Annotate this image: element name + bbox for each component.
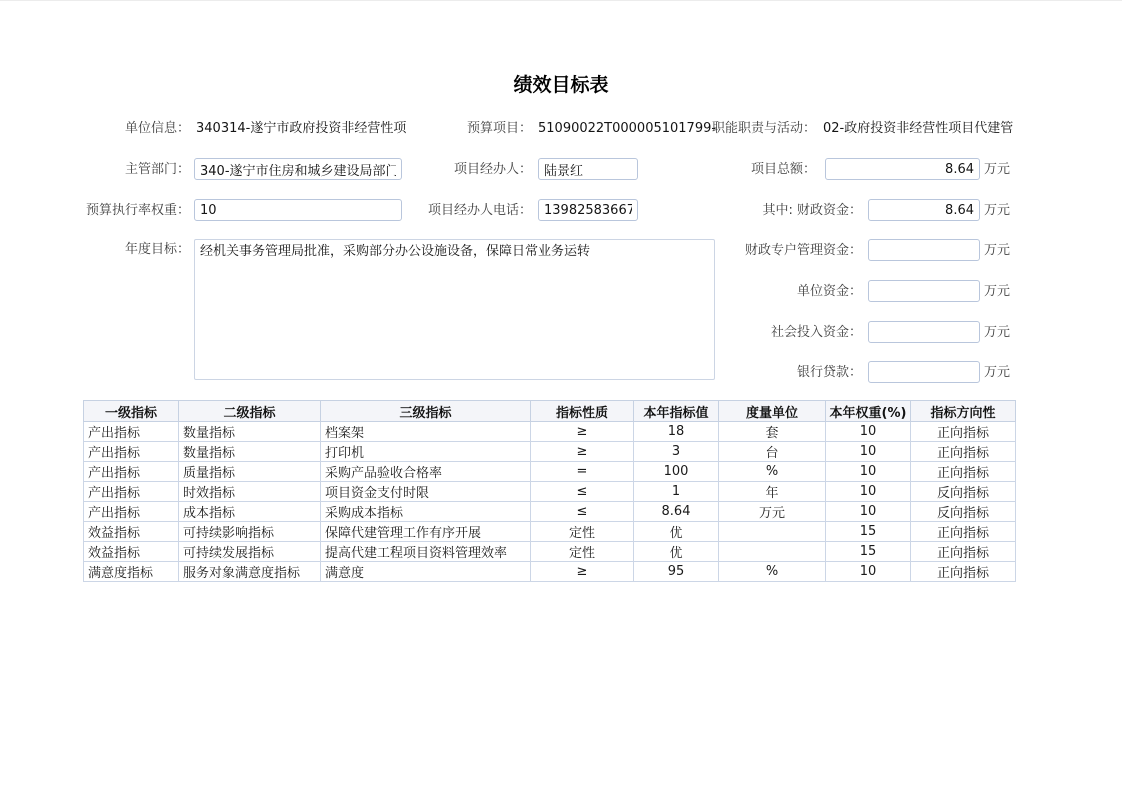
- column-header: 一级指标: [84, 401, 179, 422]
- table-cell: 套: [719, 422, 826, 442]
- table-cell: 服务对象满意度指标: [179, 562, 321, 582]
- column-header: 本年指标值: [634, 401, 719, 422]
- project-handler-input[interactable]: [538, 158, 638, 180]
- table-cell: 效益指标: [84, 542, 179, 562]
- table-cell: 3: [634, 442, 719, 462]
- table-cell: 数量指标: [179, 422, 321, 442]
- budget-project-value: 51090022T000005101799-: [538, 121, 717, 136]
- social-fund-input[interactable]: [868, 321, 980, 343]
- column-header: 本年权重(%): [826, 401, 911, 422]
- table-cell: 产出指标: [84, 442, 179, 462]
- table-cell: 正向指标: [911, 522, 1016, 542]
- table-cell: 万元: [719, 502, 826, 522]
- table-cell: 15: [826, 522, 911, 542]
- table-body: [84, 422, 1016, 582]
- table-row: [84, 442, 1016, 462]
- table-cell: 定性: [531, 522, 634, 542]
- fiscal-fund-label: 其中: 财政资金：: [762, 203, 862, 218]
- table-cell: 优: [634, 542, 719, 562]
- table-cell: 正向指标: [911, 462, 1016, 482]
- table-row: [84, 462, 1016, 482]
- project-total-input[interactable]: [825, 158, 980, 180]
- table-cell: 正向指标: [911, 542, 1016, 562]
- table-cell: 产出指标: [84, 462, 179, 482]
- table-cell: 正向指标: [911, 442, 1016, 462]
- table-cell: 10: [826, 562, 911, 582]
- table-cell: 时效指标: [179, 482, 321, 502]
- table-cell: 10: [826, 462, 911, 482]
- table-cell: ≥: [531, 422, 634, 442]
- project-total-label: 项目总额：: [750, 162, 816, 177]
- budget-project-label: 预算项目：: [466, 121, 532, 136]
- table-cell: 成本指标: [179, 502, 321, 522]
- table-cell: 反向指标: [911, 502, 1016, 522]
- table-cell: 优: [634, 522, 719, 542]
- table-cell: 效益指标: [84, 522, 179, 542]
- dept-label: 主管部门：: [124, 162, 190, 177]
- bank-loan-label: 银行贷款：: [796, 365, 862, 380]
- table-cell: 95: [634, 562, 719, 582]
- special-account-fund-label: 财政专户管理资金：: [744, 243, 862, 258]
- table-cell: 产出指标: [84, 422, 179, 442]
- table-cell: 打印机: [321, 442, 531, 462]
- table-cell: 产出指标: [84, 482, 179, 502]
- table-row: [84, 482, 1016, 502]
- table-header-row: [84, 401, 1016, 422]
- table-cell: 定性: [531, 542, 634, 562]
- unit-info-value: 340314-遂宁市政府投资非经营性项: [196, 121, 407, 136]
- table-row: [84, 562, 1016, 582]
- handler-phone-label: 项目经办人电话：: [427, 203, 532, 218]
- table-cell: 数量指标: [179, 442, 321, 462]
- table-cell: 10: [826, 442, 911, 462]
- table-cell: ≤: [531, 502, 634, 522]
- special-account-fund-unit: 万元: [984, 243, 1011, 258]
- table-row: [84, 502, 1016, 522]
- page-title: 绩效目标表: [513, 74, 609, 96]
- table-cell: ≥: [531, 562, 634, 582]
- table-cell: 年: [719, 482, 826, 502]
- table-cell: =: [531, 462, 634, 482]
- table-cell: 提高代建工程项目资料管理效率: [321, 542, 531, 562]
- budget-exec-weight-input[interactable]: [194, 199, 402, 221]
- table-cell: 10: [826, 482, 911, 502]
- unit-fund-input[interactable]: [868, 280, 980, 302]
- table-cell: 1: [634, 482, 719, 502]
- table-cell: 可持续影响指标: [179, 522, 321, 542]
- annual-target-label: 年度目标：: [124, 242, 190, 257]
- table-cell: 产出指标: [84, 502, 179, 522]
- project-total-unit: 万元: [984, 162, 1011, 177]
- handler-phone-input[interactable]: [538, 199, 638, 221]
- table-cell: 15: [826, 542, 911, 562]
- table-row: [84, 422, 1016, 442]
- function-duty-value: 02-政府投资非经营性项目代建管: [823, 121, 1014, 136]
- table-cell: 采购产品验收合格率: [321, 462, 531, 482]
- table-cell: 8.64: [634, 502, 719, 522]
- social-fund-unit: 万元: [984, 325, 1011, 340]
- unit-fund-label: 单位资金：: [796, 284, 862, 299]
- table-cell: 质量指标: [179, 462, 321, 482]
- social-fund-label: 社会投入资金：: [770, 325, 862, 340]
- table-row: [84, 542, 1016, 562]
- column-header: 二级指标: [179, 401, 321, 422]
- special-account-fund-input[interactable]: [868, 239, 980, 261]
- column-header: 指标方向性: [911, 401, 1016, 422]
- table-cell: 可持续发展指标: [179, 542, 321, 562]
- table-cell: 满意度: [321, 562, 531, 582]
- table-row: [84, 522, 1016, 542]
- table-cell: ≤: [531, 482, 634, 502]
- function-duty-label: 职能职责与活动：: [711, 121, 816, 136]
- column-header: 指标性质: [531, 401, 634, 422]
- unit-fund-unit: 万元: [984, 284, 1011, 299]
- table-cell: 档案架: [321, 422, 531, 442]
- table-cell: 项目资金支付时限: [321, 482, 531, 502]
- table-cell: [719, 542, 826, 562]
- table-cell: 台: [719, 442, 826, 462]
- indicator-table: [83, 400, 1016, 582]
- table-cell: 正向指标: [911, 562, 1016, 582]
- annual-target-textarea[interactable]: [194, 239, 715, 380]
- table-cell: 采购成本指标: [321, 502, 531, 522]
- budget-exec-weight-label: 预算执行率权重：: [85, 203, 190, 218]
- table-cell: [719, 522, 826, 542]
- column-header: 三级指标: [321, 401, 531, 422]
- table-cell: 满意度指标: [84, 562, 179, 582]
- table-cell: 反向指标: [911, 482, 1016, 502]
- unit-info-label: 单位信息：: [124, 121, 190, 136]
- table-cell: 保障代建管理工作有序开展: [321, 522, 531, 542]
- table-cell: 10: [826, 422, 911, 442]
- project-handler-label: 项目经办人：: [453, 162, 532, 177]
- column-header: 度量单位: [719, 401, 826, 422]
- dept-input[interactable]: [194, 158, 402, 180]
- table-cell: %: [719, 562, 826, 582]
- table-cell: 10: [826, 502, 911, 522]
- fiscal-fund-unit: 万元: [984, 203, 1011, 218]
- table-cell: 100: [634, 462, 719, 482]
- bank-loan-input[interactable]: [868, 361, 980, 383]
- table-cell: 正向指标: [911, 422, 1016, 442]
- table-cell: 18: [634, 422, 719, 442]
- table-cell: %: [719, 462, 826, 482]
- fiscal-fund-input[interactable]: [868, 199, 980, 221]
- table-cell: ≥: [531, 442, 634, 462]
- bank-loan-unit: 万元: [984, 365, 1011, 380]
